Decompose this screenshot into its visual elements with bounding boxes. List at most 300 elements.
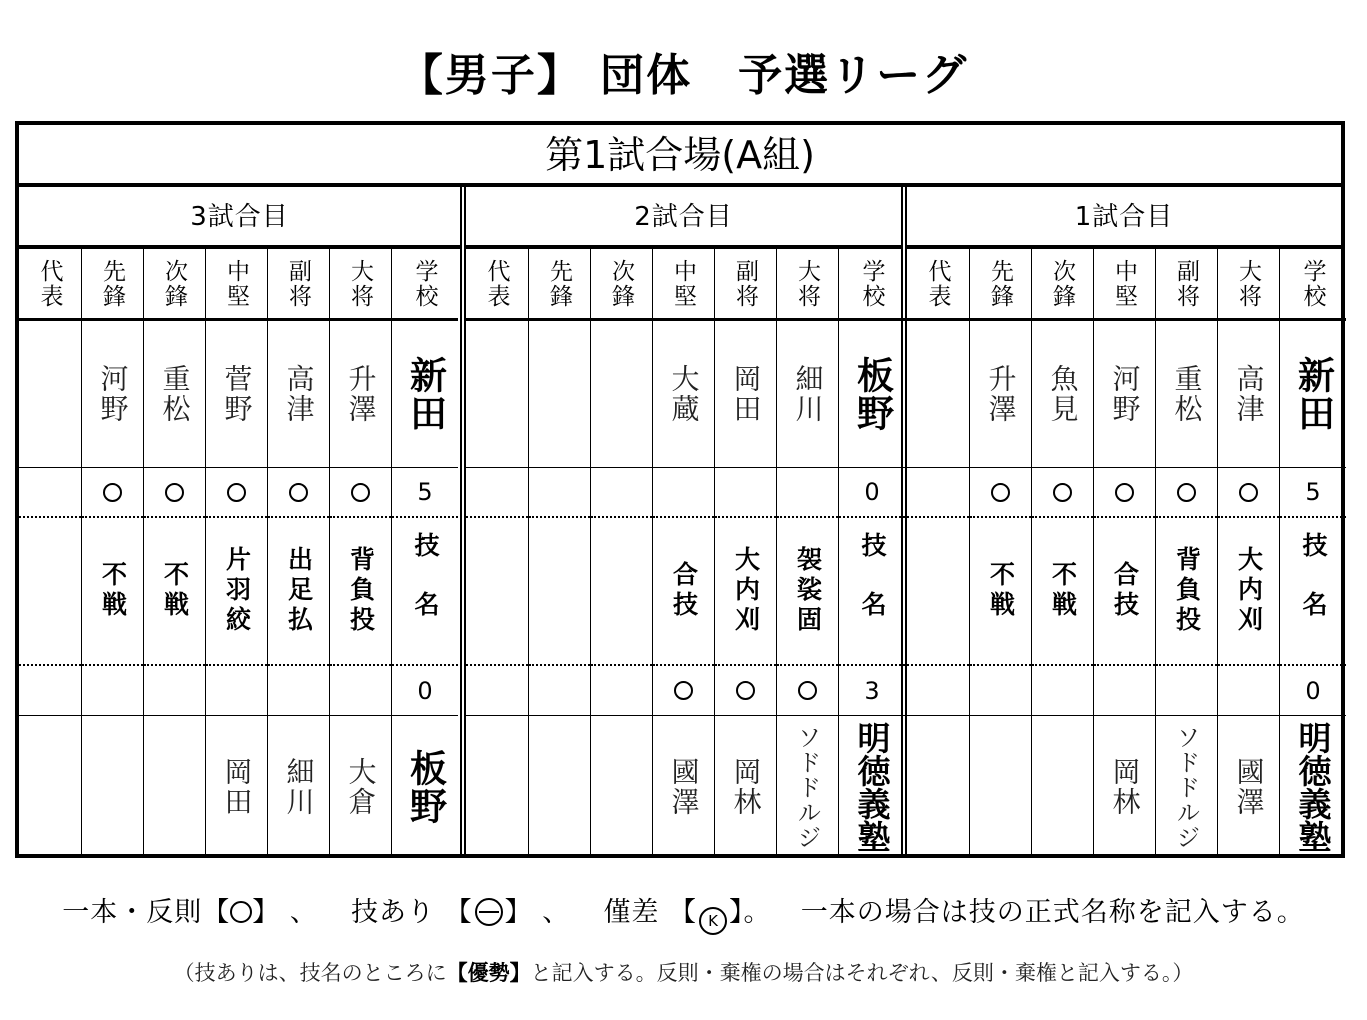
technique-cell bbox=[529, 518, 590, 666]
player-name-bottom bbox=[82, 716, 143, 858]
result-bottom-cell bbox=[653, 666, 714, 716]
player-name-top bbox=[529, 321, 590, 467]
result-bottom bbox=[19, 666, 81, 715]
player-name-top-cell bbox=[19, 321, 81, 468]
player-name-bottom bbox=[591, 716, 652, 858]
win-circle-icon bbox=[289, 483, 308, 502]
player-name-top: 河野 bbox=[96, 364, 130, 424]
player-name-top-cell bbox=[715, 321, 776, 468]
win-circle-icon bbox=[351, 483, 370, 502]
wazaari-circle-icon bbox=[475, 898, 503, 926]
position-column bbox=[206, 249, 268, 858]
result-bottom-cell bbox=[268, 666, 329, 716]
column-header: 先鋒 bbox=[546, 258, 572, 309]
player-name-bottom bbox=[1032, 716, 1093, 858]
technique-cell bbox=[1218, 518, 1279, 666]
column-header: 学校 bbox=[411, 258, 438, 309]
column-header: 学校 bbox=[1299, 258, 1326, 309]
column-header-cell bbox=[392, 249, 458, 321]
player-name-top: 重松 bbox=[1170, 364, 1204, 424]
result-top-cell bbox=[591, 468, 652, 518]
player-name-bottom-cell bbox=[970, 716, 1031, 858]
player-name-top: 升澤 bbox=[984, 364, 1018, 424]
column-header-cell bbox=[206, 249, 267, 321]
column-header-cell bbox=[1280, 249, 1346, 321]
technique: 背負投 bbox=[346, 546, 376, 636]
column-header: 副将 bbox=[1173, 258, 1199, 309]
score-bottom: 3 bbox=[864, 676, 880, 705]
result-bottom bbox=[82, 666, 143, 715]
column-header-cell bbox=[144, 249, 205, 321]
column-header-cell bbox=[82, 249, 143, 321]
legend-yusei: 僅差 【 bbox=[603, 897, 698, 928]
technique: 袈裟固 bbox=[793, 546, 823, 636]
match-title: 3試合目 bbox=[19, 187, 460, 249]
position-column bbox=[777, 249, 839, 858]
player-name-top-cell bbox=[330, 321, 391, 468]
result-bottom bbox=[1032, 666, 1093, 715]
player-name-top bbox=[591, 321, 652, 467]
result-top-cell bbox=[970, 468, 1031, 518]
technique-cell bbox=[907, 518, 969, 666]
technique-cell bbox=[970, 518, 1031, 666]
player-name-bottom bbox=[907, 716, 969, 858]
result-bottom bbox=[206, 666, 267, 715]
result-bottom-cell bbox=[466, 666, 528, 716]
result-top-cell bbox=[653, 468, 714, 518]
position-column bbox=[268, 249, 330, 858]
player-name-bottom: 大倉 bbox=[344, 757, 378, 817]
column-header-cell bbox=[1156, 249, 1217, 321]
column-header: 代表 bbox=[924, 258, 951, 309]
result-bottom-cell bbox=[1156, 666, 1217, 716]
column-header: 中堅 bbox=[670, 258, 696, 309]
column-header-cell bbox=[529, 249, 590, 321]
player-name-top-cell bbox=[1218, 321, 1279, 468]
technique bbox=[591, 518, 652, 664]
player-name-top: 升澤 bbox=[344, 364, 378, 424]
column-header: 副将 bbox=[732, 258, 758, 309]
technique-label-cell bbox=[1280, 518, 1346, 666]
player-name-bottom: 岡林 bbox=[729, 757, 763, 817]
technique bbox=[529, 518, 590, 664]
result-top-cell bbox=[907, 468, 969, 518]
player-name-top-cell bbox=[268, 321, 329, 468]
result-bottom-cell bbox=[715, 666, 776, 716]
result-top-cell bbox=[144, 468, 205, 518]
score-top-cell bbox=[839, 468, 905, 518]
column-header: 先鋒 bbox=[987, 258, 1013, 309]
result-top bbox=[715, 468, 776, 516]
result-bottom-cell bbox=[591, 666, 652, 716]
player-name-top bbox=[907, 321, 969, 467]
position-column bbox=[529, 249, 591, 858]
player-name-top bbox=[19, 321, 81, 467]
technique: 不戦 bbox=[98, 561, 128, 621]
technique: 大内刈 bbox=[731, 546, 761, 636]
technique-cell bbox=[206, 518, 267, 666]
result-top-cell bbox=[1094, 468, 1155, 518]
technique-label-cell bbox=[392, 518, 458, 666]
column-header-cell bbox=[907, 249, 969, 321]
score-bottom-cell bbox=[1280, 666, 1346, 716]
result-bottom-cell bbox=[1094, 666, 1155, 716]
column-header-cell bbox=[653, 249, 714, 321]
note-highlight: 【優勢】 bbox=[446, 961, 531, 985]
player-name-bottom-cell bbox=[1094, 716, 1155, 858]
match-title: 1試合目 bbox=[907, 187, 1341, 249]
player-name-bottom: 國澤 bbox=[667, 757, 701, 817]
result-top bbox=[777, 468, 838, 516]
match-grid bbox=[466, 249, 901, 858]
legend-rule: 一本の場合は技の正式名称を記入する。 bbox=[800, 897, 1305, 928]
column-header-cell bbox=[466, 249, 528, 321]
technique-label: 技名 bbox=[1299, 532, 1328, 650]
technique-cell bbox=[330, 518, 391, 666]
result-bottom bbox=[591, 666, 652, 715]
school-name-bottom-cell bbox=[1280, 716, 1346, 858]
player-name-bottom-cell bbox=[777, 716, 838, 858]
ippon-circle-icon bbox=[230, 901, 252, 923]
result-top-cell bbox=[19, 468, 81, 518]
technique: 背負投 bbox=[1172, 546, 1202, 636]
result-bottom-cell bbox=[1218, 666, 1279, 716]
column-header: 大将 bbox=[794, 258, 820, 309]
match-grid bbox=[907, 249, 1341, 858]
technique: 片羽絞 bbox=[222, 546, 252, 636]
result-bottom bbox=[653, 666, 714, 715]
result-bottom bbox=[1156, 666, 1217, 715]
school-name-top: 板野 bbox=[850, 356, 894, 432]
technique-cell bbox=[715, 518, 776, 666]
result-top-cell bbox=[466, 468, 528, 518]
technique-cell bbox=[82, 518, 143, 666]
position-column bbox=[82, 249, 144, 858]
technique: 大内刈 bbox=[1234, 546, 1264, 636]
result-top-cell bbox=[330, 468, 391, 518]
result-bottom bbox=[144, 666, 205, 715]
legend-ippon: 一本・反則【 bbox=[62, 897, 231, 928]
result-top-cell bbox=[1218, 468, 1279, 518]
player-name-bottom bbox=[466, 716, 528, 858]
technique bbox=[907, 518, 969, 664]
player-name-bottom bbox=[529, 716, 590, 858]
result-bottom bbox=[970, 666, 1031, 715]
player-name-top: 河野 bbox=[1108, 364, 1142, 424]
result-bottom-cell bbox=[330, 666, 391, 716]
result-bottom-cell bbox=[777, 666, 838, 716]
position-column bbox=[653, 249, 715, 858]
technique bbox=[466, 518, 528, 664]
position-column bbox=[19, 249, 82, 858]
results-table bbox=[15, 121, 1345, 858]
win-circle-icon bbox=[798, 681, 817, 700]
player-name-top-cell bbox=[591, 321, 652, 468]
result-bottom bbox=[907, 666, 969, 715]
technique-label: 技名 bbox=[411, 532, 440, 650]
result-top-cell bbox=[1156, 468, 1217, 518]
column-header-cell bbox=[268, 249, 329, 321]
result-bottom-cell bbox=[19, 666, 81, 716]
result-top bbox=[653, 468, 714, 516]
score-top: 5 bbox=[417, 478, 433, 506]
result-bottom-cell bbox=[907, 666, 969, 716]
player-name-bottom-cell bbox=[529, 716, 590, 858]
score-bottom: 0 bbox=[417, 676, 433, 705]
win-circle-icon bbox=[674, 681, 693, 700]
school-name-bottom: 明徳義塾 bbox=[852, 721, 892, 853]
result-top-cell bbox=[529, 468, 590, 518]
result-top bbox=[268, 468, 329, 516]
result-bottom-cell bbox=[144, 666, 205, 716]
player-name-top-cell bbox=[82, 321, 143, 468]
column-header: 次鋒 bbox=[1049, 258, 1075, 309]
school-name-bottom: 明徳義塾 bbox=[1293, 721, 1333, 853]
player-name-top-cell bbox=[1094, 321, 1155, 468]
column-header-cell bbox=[330, 249, 391, 321]
column-header: 中堅 bbox=[223, 258, 249, 309]
player-name-top bbox=[466, 321, 528, 467]
player-name-top: 高津 bbox=[282, 364, 316, 424]
result-bottom bbox=[715, 666, 776, 715]
column-header: 大将 bbox=[1235, 258, 1261, 309]
technique bbox=[19, 518, 81, 664]
result-top bbox=[206, 468, 267, 516]
result-top bbox=[144, 468, 205, 516]
technique-cell bbox=[591, 518, 652, 666]
score-bottom-cell bbox=[392, 666, 458, 716]
player-name-top-cell bbox=[970, 321, 1031, 468]
result-bottom-cell bbox=[1032, 666, 1093, 716]
column-header: 中堅 bbox=[1111, 258, 1137, 309]
technique: 合技 bbox=[669, 561, 699, 621]
result-bottom bbox=[529, 666, 590, 715]
technique-label-cell bbox=[839, 518, 905, 666]
technique: 出足払 bbox=[284, 546, 314, 636]
player-name-top-cell bbox=[529, 321, 590, 468]
column-header-cell bbox=[19, 249, 81, 321]
player-name-bottom-cell bbox=[206, 716, 267, 858]
position-column bbox=[392, 249, 458, 858]
result-top bbox=[970, 468, 1031, 516]
player-name-bottom-cell bbox=[466, 716, 528, 858]
result-bottom bbox=[1218, 666, 1279, 715]
school-name-top: 新田 bbox=[403, 356, 447, 432]
score-top-cell bbox=[392, 468, 458, 518]
legend: 一本・反則【 】 、 技あり 【 】 、 僅差 【 K 】。 一本の場合は技の正式名称を記入する。 bbox=[0, 893, 1367, 935]
win-circle-icon bbox=[991, 483, 1010, 502]
score-top: 5 bbox=[1305, 478, 1321, 506]
score-top-cell bbox=[1280, 468, 1346, 518]
result-top bbox=[529, 468, 590, 516]
player-name-top: 細川 bbox=[791, 364, 825, 424]
position-column bbox=[1032, 249, 1094, 858]
position-column bbox=[907, 249, 970, 858]
player-name-top-cell bbox=[144, 321, 205, 468]
school-name-top-cell bbox=[1280, 321, 1346, 468]
player-name-bottom-cell bbox=[268, 716, 329, 858]
player-name-bottom: 岡田 bbox=[220, 757, 254, 817]
position-column bbox=[330, 249, 392, 858]
column-header: 代表 bbox=[36, 258, 63, 309]
result-top bbox=[19, 468, 81, 516]
player-name-top-cell bbox=[1032, 321, 1093, 468]
player-name-top: 岡田 bbox=[729, 364, 763, 424]
match-title: 2試合目 bbox=[466, 187, 901, 249]
position-column bbox=[1280, 249, 1346, 858]
player-name-bottom-cell bbox=[19, 716, 81, 858]
position-column bbox=[839, 249, 905, 858]
player-name-top: 重松 bbox=[158, 364, 192, 424]
player-name-bottom-cell bbox=[907, 716, 969, 858]
win-circle-icon bbox=[227, 483, 246, 502]
result-top bbox=[907, 468, 969, 516]
column-header-cell bbox=[1218, 249, 1279, 321]
result-bottom-cell bbox=[529, 666, 590, 716]
column-header-cell bbox=[839, 249, 905, 321]
column-header-cell bbox=[1032, 249, 1093, 321]
win-circle-icon bbox=[1239, 483, 1258, 502]
player-name-bottom-cell bbox=[1156, 716, 1217, 858]
match-panel bbox=[460, 187, 901, 858]
win-circle-icon bbox=[103, 483, 122, 502]
player-name-bottom bbox=[144, 716, 205, 858]
technique: 不戦 bbox=[160, 561, 190, 621]
result-top bbox=[82, 468, 143, 516]
column-header: 次鋒 bbox=[161, 258, 187, 309]
win-circle-icon bbox=[165, 483, 184, 502]
column-header-cell bbox=[970, 249, 1031, 321]
result-top bbox=[330, 468, 391, 516]
player-name-bottom bbox=[19, 716, 81, 858]
yusei-k-icon: K bbox=[699, 907, 727, 935]
column-header: 副将 bbox=[285, 258, 311, 309]
venue-title: 第1試合場(A組) bbox=[19, 125, 1341, 187]
technique-cell bbox=[653, 518, 714, 666]
win-circle-icon bbox=[1053, 483, 1072, 502]
player-name-bottom-cell bbox=[82, 716, 143, 858]
position-column bbox=[1094, 249, 1156, 858]
technique-cell bbox=[466, 518, 528, 666]
column-header-cell bbox=[1094, 249, 1155, 321]
result-top bbox=[1156, 468, 1217, 516]
position-column bbox=[1156, 249, 1218, 858]
result-bottom bbox=[330, 666, 391, 715]
technique-cell bbox=[19, 518, 81, 666]
result-top-cell bbox=[206, 468, 267, 518]
result-top-cell bbox=[82, 468, 143, 518]
player-name-bottom: ソドドルジ bbox=[793, 724, 821, 850]
player-name-bottom-cell bbox=[1032, 716, 1093, 858]
score-bottom-cell bbox=[839, 666, 905, 716]
position-column bbox=[144, 249, 206, 858]
result-top bbox=[1094, 468, 1155, 516]
win-circle-icon bbox=[1177, 483, 1196, 502]
result-top bbox=[1218, 468, 1279, 516]
score-bottom: 0 bbox=[1305, 676, 1321, 705]
result-top-cell bbox=[777, 468, 838, 518]
school-name-bottom-cell bbox=[839, 716, 905, 858]
result-bottom bbox=[268, 666, 329, 715]
column-header: 代表 bbox=[483, 258, 510, 309]
win-circle-icon bbox=[1115, 483, 1134, 502]
match-grid bbox=[19, 249, 460, 858]
result-top bbox=[591, 468, 652, 516]
school-name-top: 新田 bbox=[1291, 356, 1335, 432]
result-top-cell bbox=[715, 468, 776, 518]
match-panel bbox=[19, 187, 460, 858]
result-top bbox=[466, 468, 528, 516]
player-name-bottom: ソドドルジ bbox=[1172, 724, 1200, 850]
player-name-bottom-cell bbox=[1218, 716, 1279, 858]
score-top: 0 bbox=[864, 478, 880, 506]
result-top-cell bbox=[1032, 468, 1093, 518]
player-name-bottom bbox=[970, 716, 1031, 858]
page-title: 【男子】 団体 予選リーグ bbox=[398, 50, 969, 101]
player-name-bottom-cell bbox=[653, 716, 714, 858]
technique-cell bbox=[268, 518, 329, 666]
player-name-top: 魚見 bbox=[1046, 364, 1080, 424]
result-bottom bbox=[1094, 666, 1155, 715]
player-name-top: 大蔵 bbox=[667, 364, 701, 424]
technique-cell bbox=[1032, 518, 1093, 666]
result-bottom bbox=[777, 666, 838, 715]
column-header: 先鋒 bbox=[99, 258, 125, 309]
match-panel bbox=[901, 187, 1341, 858]
result-top bbox=[1032, 468, 1093, 516]
technique-cell bbox=[1094, 518, 1155, 666]
player-name-top: 菅野 bbox=[220, 364, 254, 424]
player-name-bottom-cell bbox=[144, 716, 205, 858]
school-name-top-cell bbox=[392, 321, 458, 468]
note: （技ありは、技名のところに【優勢】と記入する。反則・棄権の場合はそれぞれ、反則・棄権と記入する。） bbox=[173, 961, 1194, 985]
column-header-cell bbox=[777, 249, 838, 321]
technique-cell bbox=[1156, 518, 1217, 666]
technique-cell bbox=[144, 518, 205, 666]
player-name-bottom: 細川 bbox=[282, 757, 316, 817]
player-name-bottom: 岡林 bbox=[1108, 757, 1142, 817]
result-bottom bbox=[466, 666, 528, 715]
column-header-cell bbox=[715, 249, 776, 321]
school-name-bottom: 板野 bbox=[403, 749, 447, 825]
player-name-top: 高津 bbox=[1232, 364, 1266, 424]
position-column bbox=[591, 249, 653, 858]
player-name-top-cell bbox=[907, 321, 969, 468]
result-bottom-cell bbox=[970, 666, 1031, 716]
school-name-bottom-cell bbox=[392, 716, 458, 858]
result-bottom-cell bbox=[206, 666, 267, 716]
position-column bbox=[715, 249, 777, 858]
technique-cell bbox=[777, 518, 838, 666]
column-header: 次鋒 bbox=[608, 258, 634, 309]
column-header: 大将 bbox=[347, 258, 373, 309]
technique: 不戦 bbox=[1048, 561, 1078, 621]
player-name-top-cell bbox=[1156, 321, 1217, 468]
player-name-top-cell bbox=[653, 321, 714, 468]
technique: 合技 bbox=[1110, 561, 1140, 621]
player-name-bottom-cell bbox=[591, 716, 652, 858]
position-column bbox=[1218, 249, 1280, 858]
player-name-top-cell bbox=[206, 321, 267, 468]
player-name-top-cell bbox=[466, 321, 528, 468]
win-circle-icon bbox=[736, 681, 755, 700]
result-bottom-cell bbox=[82, 666, 143, 716]
result-top-cell bbox=[268, 468, 329, 518]
player-name-bottom-cell bbox=[715, 716, 776, 858]
player-name-bottom-cell bbox=[330, 716, 391, 858]
column-header-cell bbox=[591, 249, 652, 321]
technique: 不戦 bbox=[986, 561, 1016, 621]
